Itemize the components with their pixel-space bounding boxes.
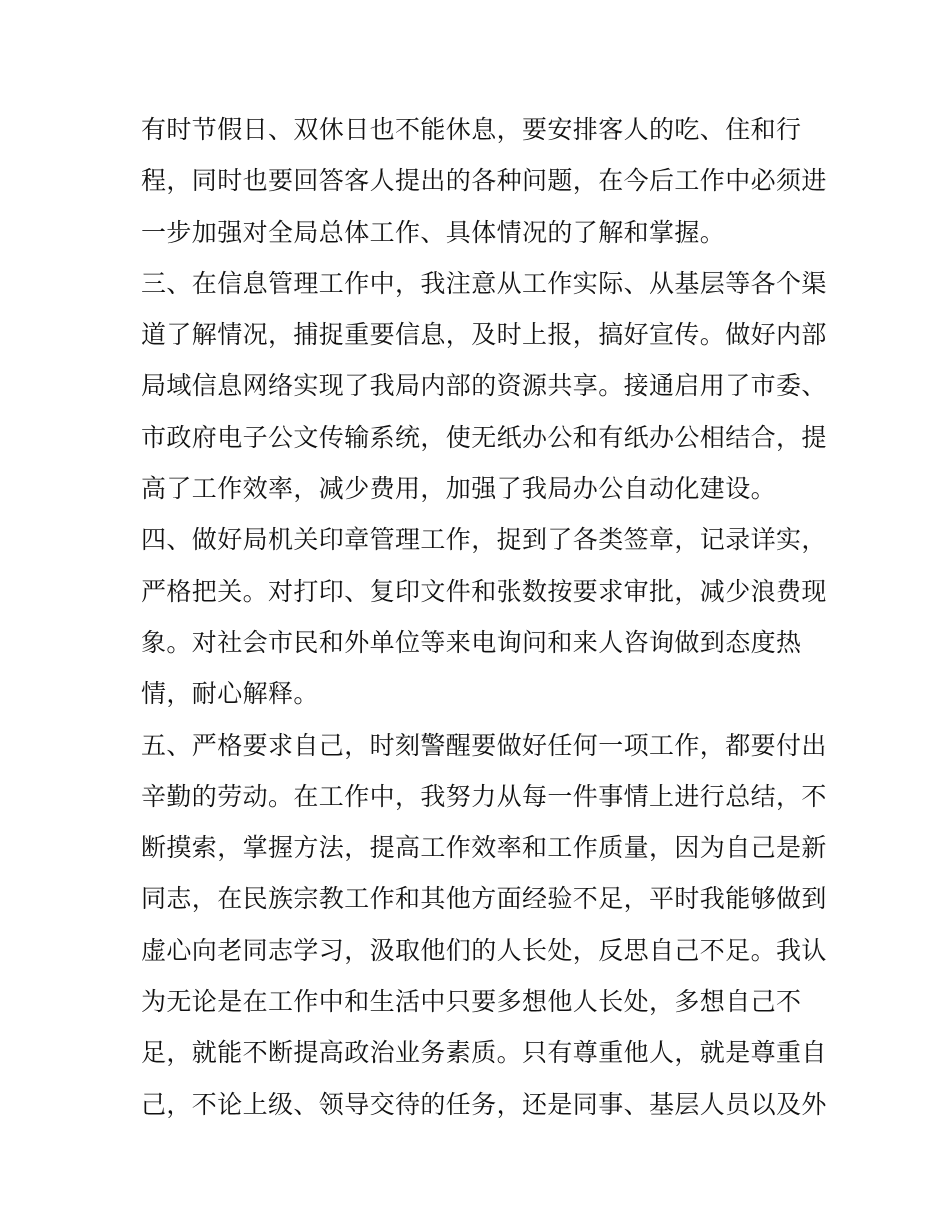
text-line: 情，耐心解释。 [141, 679, 319, 709]
text-line: 四、做好局机关印章管理工作，捉到了各类签章，记录详实， [141, 525, 827, 555]
text-line: 高了工作效率，减少费用，加强了我局办公自动化建设。 [141, 474, 777, 504]
text-line: 一步加强对全局总体工作、具体情况的了解和掌握。 [141, 217, 726, 247]
document-body [141, 104, 827, 1130]
text-line: 市政府电子公文传输系统，使无纸办公和有纸办公相结合，提 [141, 422, 827, 452]
text-line: 虚心向老同志学习，汲取他们的人长处，反思自己不足。我认 [141, 935, 827, 965]
text-line: 严格把关。对打印、复印文件和张数按要求审批，减少浪费现 [141, 576, 827, 606]
text-line: 三、在信息管理工作中，我注意从工作实际、从基层等各个渠 [141, 268, 827, 298]
text-line: 程，同时也要回答客人提出的各种问题，在今后工作中必须进 [141, 166, 827, 196]
text-line: 五、严格要求自己，时刻警醒要做好任何一项工作，都要付出 [141, 730, 827, 760]
text-line: 辛勤的劳动。在工作中，我努力从每一件事情上进行总结，不 [141, 781, 827, 811]
text-line: 局域信息网络实现了我局内部的资源共享。接通启用了市委、 [141, 371, 827, 401]
text-line: 足，就能不断提高政治业务素质。只有尊重他人，就是尊重自 [141, 1038, 827, 1068]
text-line: 象。对社会市民和外单位等来电询问和来人咨询做到态度热 [141, 627, 802, 657]
text-line: 道了解情况，捕捉重要信息，及时上报，搞好宣传。做好内部 [141, 320, 827, 350]
text-line: 己，不论上级、领导交待的任务，还是同事、基层人员以及外 [141, 1089, 827, 1119]
text-line: 有时节假日、双休日也不能休息，要安排客人的吃、住和行 [141, 115, 802, 144]
text-line: 断摸索，掌握方法，提高工作效率和工作质量，因为自己是新 [141, 833, 827, 863]
text-line: 同志，在民族宗教工作和其他方面经验不足，平时我能够做到 [141, 884, 827, 914]
text-line: 为无论是在工作中和生活中只要多想他人长处，多想自己不 [141, 987, 802, 1017]
